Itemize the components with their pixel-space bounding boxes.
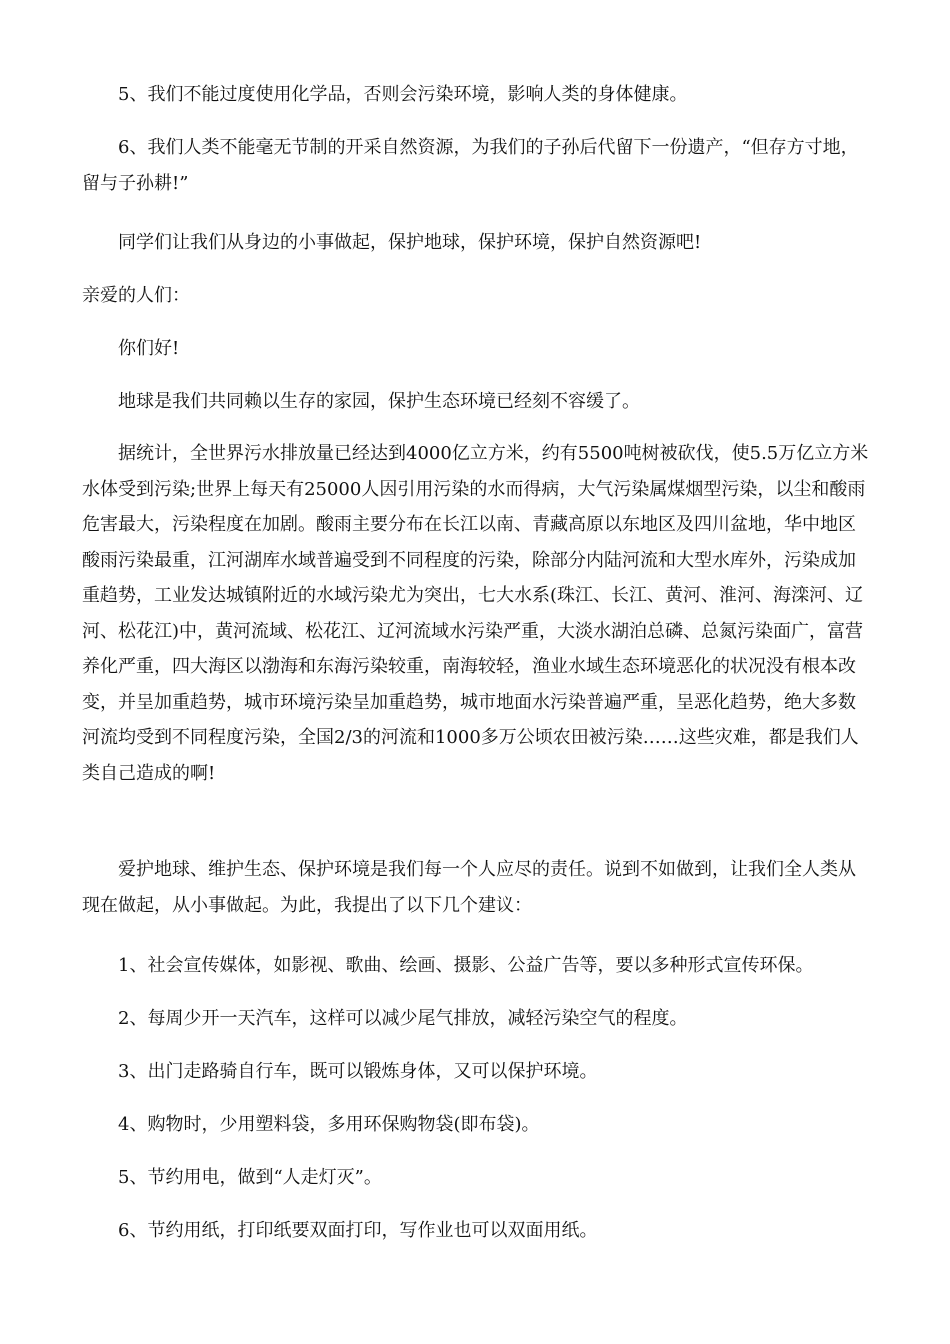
paragraph-responsibility: 爱护地球、维护生态、保护环境是我们每一个人应尽的责任。说到不如做到，让我们全人类从现在做起，从小事做起。为此，我提出了以下几个建议： [82, 859, 856, 916]
suggestion-item: 4、购物时，少用塑料袋，多用环保购物袋(即布袋)。 [118, 1114, 540, 1135]
paragraph-chemicals: 5、我们不能过度使用化学品，否则会污染环境，影响人类的身体健康。 [118, 84, 688, 105]
paragraph-earth-home: 地球是我们共同赖以生存的家园，保护生态环境已经刻不容缓了。 [118, 391, 640, 412]
paragraph-pollution-statistics: 据统计，全世界污水排放量已经达到4000亿立方米，约有5500吨树被砍伐，使5.5万亿立方米水体受到污染;世界上每天有25000人因引用污染的水而得病，大气污染属煤烟型污染，以尘和酸雨危害最大，污染程度在加剧。酸雨主要分布在长江以南、青藏高原以东地区及四川盆地，华中地区酸雨污染最重，江河湖库水域普遍受到不同程度的污染，除部分内陆河流和大型水库外，污染成加重趋势，工业发达城镇附近的水域污染尤为突出，七大水系(珠江、长江、黄河、淮河、海滦河、辽河、松花江)中，黄河流域、松花江、辽河流域水污染严重，大淡水湖泊总磷、总氮污染面广，富营养化严重，四大海区以渤海和东海污染较重，南海较轻，渔业水域生态环境恶化的状况没有根本改变，并呈加重趋势，城市环境污染呈加重趋势，城市地面水污染普遍严重，呈恶化趋势，绝大多数河流均受到不同程度污染，全国2/3的河流和1000多万公顷农田被污染……这些灾难，都是我们人类自己造成的啊! [82, 443, 869, 784]
suggestion-item: 6、节约用纸，打印纸要双面打印，写作业也可以双面用纸。 [118, 1220, 598, 1241]
suggestion-item: 2、每周少开一天汽车，这样可以减少尾气排放，减轻污染空气的程度。 [118, 1008, 688, 1029]
suggestion-item: 3、出门走路骑自行车，既可以锻炼身体，又可以保护环境。 [118, 1061, 598, 1082]
paragraph-natural-resources: 6、我们人类不能毫无节制的开采自然资源，为我们的子孙后代留下一份遗产，“但存方寸地，留与子孙耕!” [82, 137, 859, 194]
suggestion-item: 1、社会宣传媒体，如影视、歌曲、绘画、摄影、公益广告等，要以多种形式宣传环保。 [118, 955, 814, 976]
salutation: 亲爱的人们： [82, 285, 190, 306]
suggestion-item: 5、节约用电，做到“人走灯灭”。 [118, 1167, 382, 1188]
paragraph-call-to-action: 同学们让我们从身边的小事做起，保护地球，保护环境，保护自然资源吧! [118, 232, 702, 253]
greeting: 你们好! [118, 338, 180, 359]
